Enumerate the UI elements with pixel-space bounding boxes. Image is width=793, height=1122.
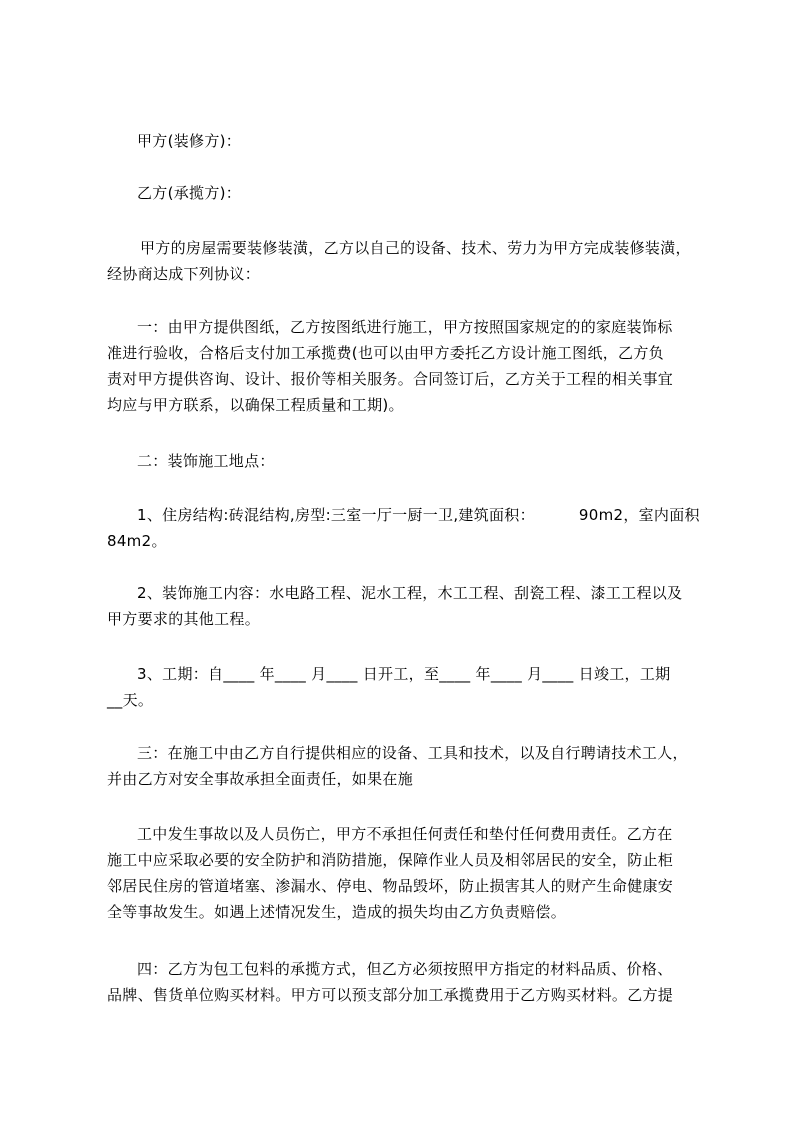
clause-3-paragraph xyxy=(107,740,707,792)
item-3-line-2: __天。 xyxy=(107,691,154,709)
party-a-line xyxy=(107,128,707,154)
item-1-paragraph xyxy=(107,502,707,554)
clause-3-line-2: 并由乙方对安全事故承担全面责任，如果在施 xyxy=(107,770,414,788)
item-1-line-1-a: 1、住房结构:砖混结构,房型:三室一厅一厨一卫,建筑面积： xyxy=(137,506,535,524)
clause-1-line-1: 一：由甲方提供图纸，乙方按图纸进行施工，甲方按照国家规定的的家庭装饰标 xyxy=(137,318,673,336)
item-2-line-1: 2、装饰施工内容：水电路工程、泥水工程，木工工程、刮瓷工程、漆工工程以及 xyxy=(137,584,683,602)
clause-4-paragraph xyxy=(107,956,707,1008)
intro-line-1: 甲方的房屋需要装修装潢，乙方以自己的设备、技术、劳力为甲方完成装修装潢， xyxy=(140,239,691,257)
item-1-line-1 xyxy=(107,502,707,528)
item-3-paragraph xyxy=(107,661,707,713)
clause-2-title: 二：装饰施工地点： xyxy=(137,452,275,470)
intro-line-2: 经协商达成下列协议： xyxy=(107,265,261,283)
party-b-line xyxy=(107,180,707,206)
clause-3-cont-line-2: 施工中应采取必要的安全防护和消防措施，保障作业人员及相邻居民的安全，防止柜 xyxy=(107,851,674,869)
item-1-line-2: 84m2。 xyxy=(107,532,167,550)
clause-2-title-line xyxy=(107,448,707,474)
clause-3-cont-line-4: 全等事故发生。如遇上述情况发生，造成的损失均由乙方负责赔偿。 xyxy=(107,903,567,921)
party-b-text: 乙方(承揽方)： xyxy=(137,184,242,202)
item-2-line-2: 甲方要求的其他工程。 xyxy=(107,610,261,628)
clause-1-line-2: 准进行验收，合格后支付加工承揽费(也可以由甲方委托乙方设计施工图纸，乙方负 xyxy=(107,344,664,362)
clause-4-line-1: 四：乙方为包工包料的承揽方式，但乙方必须按照甲方指定的材料品质、价格、 xyxy=(137,960,673,978)
party-a-text: 甲方(装修方)： xyxy=(137,132,242,150)
clause-3-cont-line-3: 邻居民住房的管道堵塞、渗漏水、停电、物品毁坏，防止损害其人的财产生命健康安 xyxy=(107,877,674,895)
item-1-line-1-b: 90m2，室内面积 xyxy=(578,506,700,524)
clause-4-line-2: 品牌、售货单位购买材料。甲方可以预支部分加工承揽费用于乙方购买材料。乙方提 xyxy=(107,986,674,1004)
clause-3-continuation-paragraph xyxy=(107,821,707,925)
clause-1-line-4: 均应与甲方联系，以确保工程质量和工期)。 xyxy=(107,396,404,414)
clause-1-line-3: 责对甲方提供咨询、设计、报价等相关服务。合同签订后，乙方关于工程的相关事宜 xyxy=(107,370,674,388)
item-3-line-1: 3、工期：自____ 年____ 月____ 日开工，至____ 年____ 月____ 日竣工，工期 xyxy=(137,665,671,683)
clause-3-line-1: 三：在施工中由乙方自行提供相应的设备、工具和技术，以及自行聘请技术工人， xyxy=(137,744,688,762)
intro-paragraph xyxy=(107,235,707,287)
clause-1-paragraph xyxy=(107,314,707,418)
clause-3-cont-line-1: 工中发生事故以及人员伤亡，甲方不承担任何责任和垫付任何费用责任。乙方在 xyxy=(137,825,673,843)
item-2-paragraph xyxy=(107,580,707,632)
